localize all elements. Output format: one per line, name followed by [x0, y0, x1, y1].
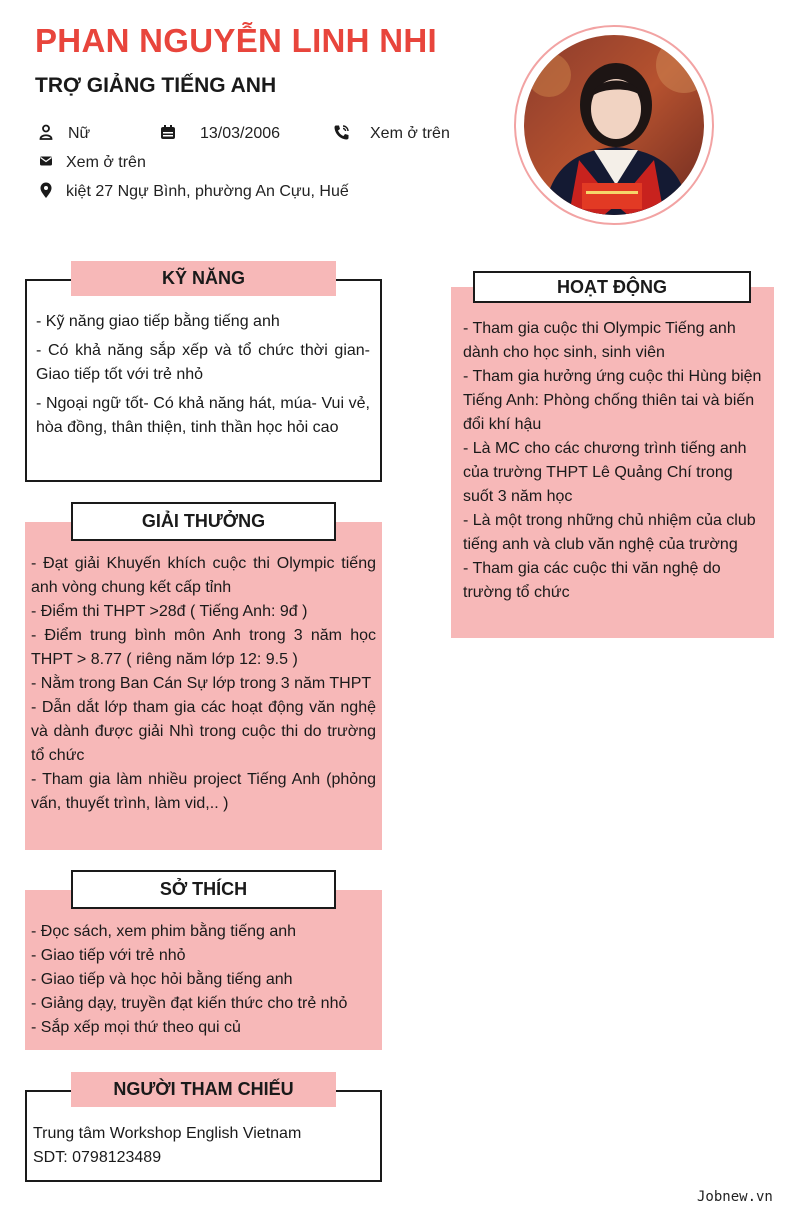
calendar-icon	[160, 124, 176, 140]
user-icon	[38, 124, 54, 140]
footer-brand: Jobnew.vn	[697, 1189, 773, 1205]
email-icon	[39, 154, 55, 170]
activities-item: - Là một trong những chủ nhiệm của club tiếng anh và club văn nghệ của trường	[463, 512, 756, 553]
awards-item: - Nằm trong Ban Cán Sự lớp trong 3 năm THPT	[31, 675, 372, 692]
awards-item: - Dẫn dắt lớp tham gia các hoạt động văn nghệ và dành được giải Nhì trong cuộc thi do trường tổ chức	[31, 699, 376, 764]
skills-item: - Ngoại ngữ tốt- Có khả năng hát, múa- Vui vẻ, hòa đồng, thân thiện, tinh thần học hỏi cao	[36, 395, 370, 436]
hobbies-item: - Giảng dạy, truyền đạt kiến thức cho trẻ nhỏ	[31, 995, 348, 1012]
phone-value: Xem ở trên	[370, 125, 450, 142]
address-value: kiệt 27 Ngự Bình, phường An Cựu, Huế	[66, 183, 349, 200]
skills-title: KỸ NĂNG	[71, 261, 336, 296]
birthdate-value: 13/03/2006	[200, 125, 281, 142]
activities-item: - Là MC cho các chương trình tiếng anh của trường THPT Lê Quảng Chí trong suốt 3 năm học	[463, 440, 747, 505]
references-title: NGƯỜI THAM CHIẾU	[71, 1072, 336, 1107]
candidate-name: PHAN NGUYỄN LINH NHI	[35, 22, 438, 59]
activities-item: - Tham gia hưởng ứng cuộc thi Hùng biện Tiếng Anh: Phòng chống thiên tai và biến đổi khí hậu	[463, 368, 762, 433]
skills-item: - Có khả năng sắp xếp và tổ chức thời gian- Giao tiếp tốt với trẻ nhỏ	[36, 342, 370, 383]
hobbies-item: - Giao tiếp với trẻ nhỏ	[31, 947, 186, 964]
activities-title: HOẠT ĐỘNG	[473, 271, 751, 303]
hobbies-item: - Đọc sách, xem phim bằng tiếng anh	[31, 923, 297, 940]
job-title: TRỢ GIẢNG TIẾNG ANH	[35, 74, 277, 97]
hobbies-item: - Sắp xếp mọi thứ theo qui củ	[31, 1019, 241, 1036]
awards-title: GIẢI THƯỞNG	[71, 502, 336, 541]
avatar	[524, 35, 704, 215]
activities-item: - Tham gia các cuộc thi văn nghệ do trường tổ chức	[463, 560, 721, 601]
hobbies-title: SỞ THÍCH	[71, 870, 336, 909]
email-value: Xem ở trên	[66, 154, 146, 171]
location-icon	[38, 182, 54, 198]
hobbies-item: - Giao tiếp và học hỏi bằng tiếng anh	[31, 971, 293, 988]
phone-icon	[333, 124, 349, 140]
references-list	[33, 1122, 373, 1170]
awards-item: - Điểm trung bình môn Anh trong 3 năm học THPT > 8.77 ( riêng năm lớp 12: 9.5 )	[31, 627, 376, 668]
reference-line: Trung tâm Workshop English Vietnam	[33, 1125, 302, 1142]
activities-list	[463, 317, 763, 605]
awards-item: - Tham gia làm nhiều project Tiếng Anh (phỏng vấn, thuyết trình, làm vid,.. )	[31, 771, 376, 812]
skills-list	[36, 310, 370, 440]
reference-line: SDT: 0798123489	[33, 1149, 162, 1166]
awards-item: - Đạt giải Khuyến khích cuộc thi Olympic tiếng anh vòng chung kết cấp tỉnh	[31, 555, 376, 596]
awards-list	[31, 552, 376, 816]
skills-item: - Kỹ năng giao tiếp bằng tiếng anh	[36, 313, 280, 330]
awards-item: - Điểm thi THPT >28đ ( Tiếng Anh: 9đ )	[31, 603, 308, 620]
hobbies-list	[31, 920, 376, 1040]
activities-item: - Tham gia cuộc thi Olympic Tiếng anh dành cho học sinh, sinh viên	[463, 320, 736, 361]
gender-value: Nữ	[68, 125, 91, 142]
